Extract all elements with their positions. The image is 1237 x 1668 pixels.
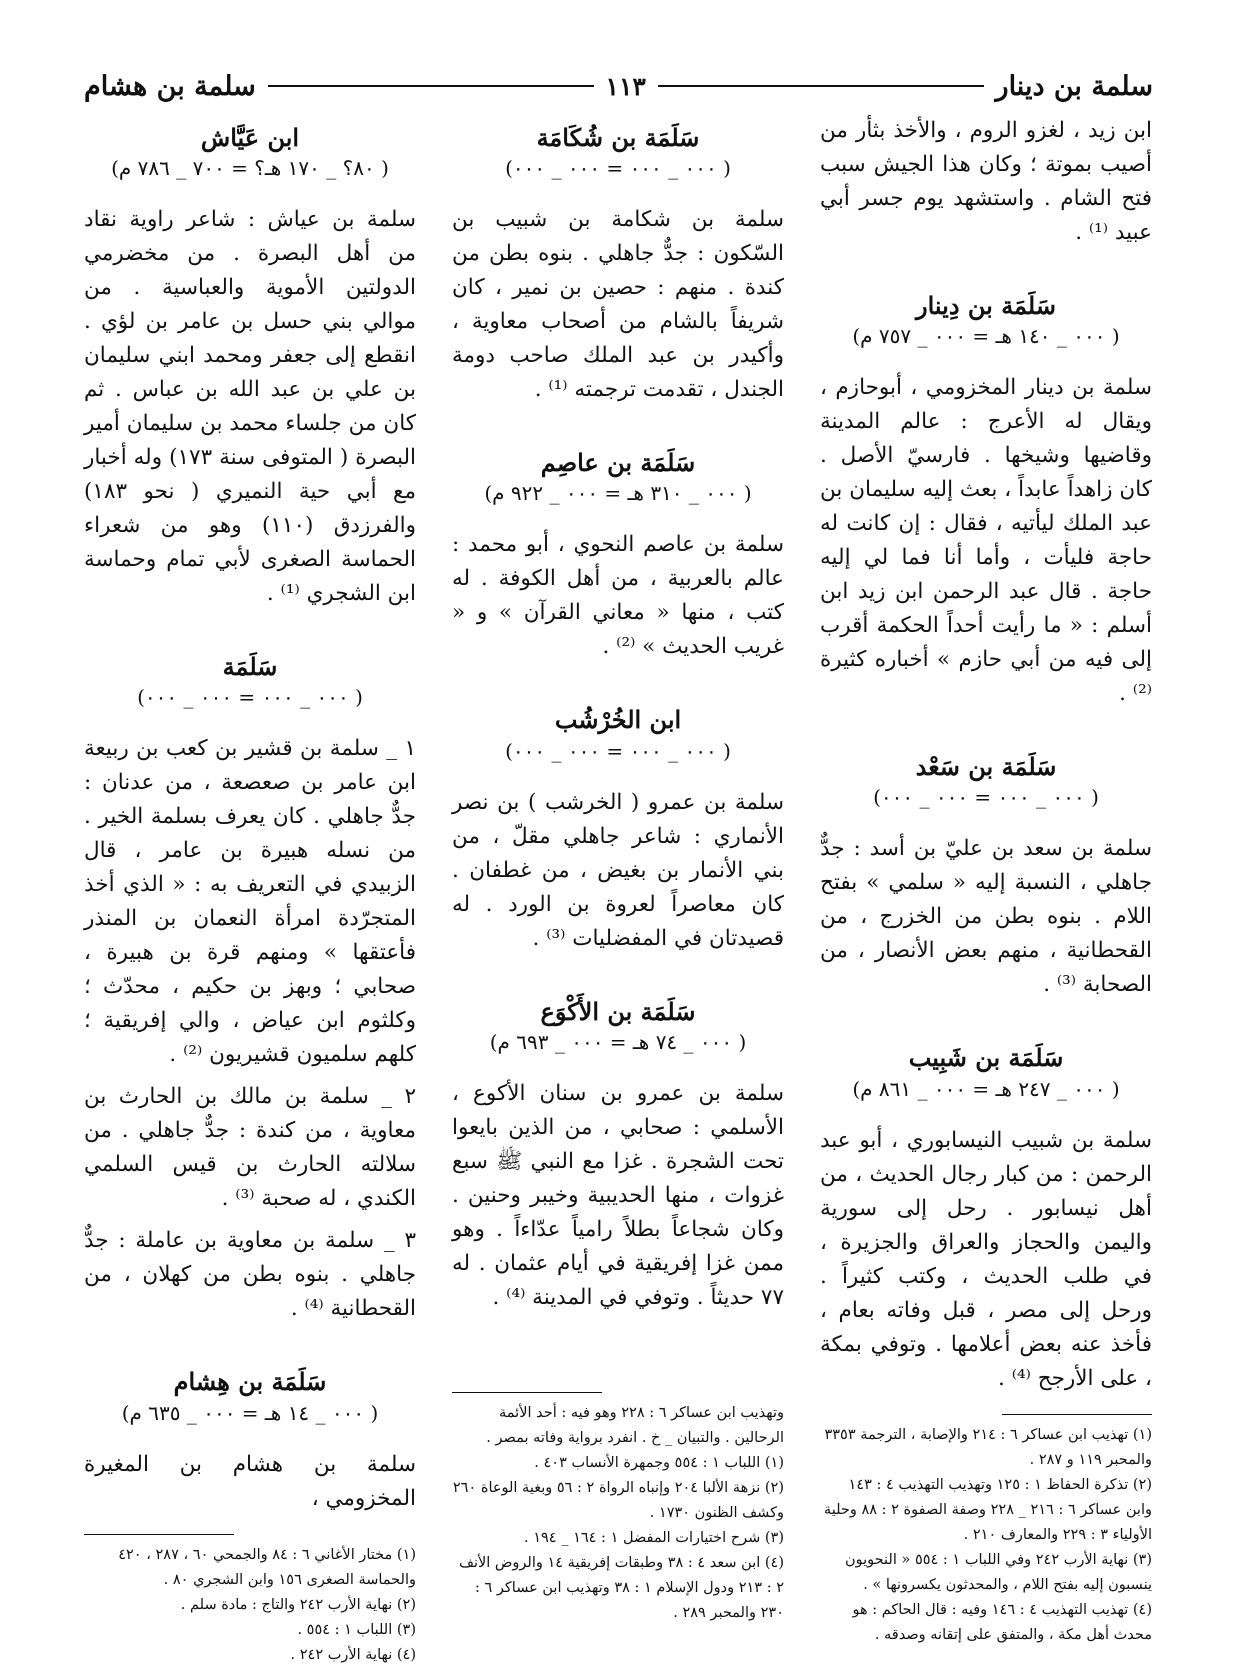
footnote-rule — [1002, 1414, 1152, 1415]
entry-dates: ( ٨٠؟ _ ١٧٠ هـ؟ = ٧٠٠ _ ٧٨٦ م) — [111, 156, 389, 181]
footnote-rule — [84, 1534, 234, 1535]
entry-text: سلمة بن شكامة بن شبيب بن السّكون : جدٌّ جاهلي . بنوه بطن من كندة . منهم : حصين بن نمير ، كان شريفاً بالشام من أصحاب معاوية ، وأكيدر بن عبد الملك صاحب دومة الجندل ، تقدمت ترجمته ⁽¹⁾ . — [452, 207, 784, 403]
footnote: (٢) تذكرة الحفاظ ١ : ١٢٥ وتهذيب التهذيب ٤ : ١٤٣ وابن عساكر ٦ : ٢١٦ _ ٢٢٨ وصفة الصفوة ٢ : ٨٨ وحلية الأولياء ٣ : ٢٢٩ والمعارف ٢١٠ . — [823, 1476, 1152, 1543]
entry-text: ١ _ سلمة بن قشير بن كعب بن ربيعة ابن عامر بن صعصعة ، من عدنان : جدٌّ جاهلي . كان يعرف بسلمة الخير . من نسله هبيرة بن عامر ، قال الزبيدي في التعريف به : « الذي أخذ المتجرّدة امرأة النعمان بن المنذر فأعتقها » ومنهم قرة بن هبيرة ، صحابي ؛ وبهز بن حكيم ، محدّث ؛ وكلثوم ابن عياض ، والي إفريقية ؛ كلهم سلميون قشيريون ⁽²⁾ . — [84, 736, 416, 1068]
footnote: (٢) نزهة الألبا ٢٠٤ وإنباه الرواة ٢ : ٥٦ وبغية الوعاة ٢٦٠ وكشف الظنون ١٧٣٠ . — [452, 1480, 784, 1521]
entry-salama-bin-dinar — [820, 290, 1152, 711]
entry-dates: ( ٠٠٠ _ ٠٠٠ = ٠٠٠ _ ٠٠٠) — [137, 685, 363, 710]
entry-text: سلمة بن سعد بن عليّ بن أسد : جدٌّ جاهلي ، النسبة إليه « سلمي » بفتح اللام . بنوه بطن من الخزرج ، من القحطانية ، منهم بعض الأنصار ، من الصحابة ⁽³⁾ . — [820, 836, 1152, 998]
footnotes — [452, 1392, 784, 1626]
column-middle — [452, 114, 784, 1626]
footnote: (٤) ابن سعد ٤ : ٣٨ وطبقات إفريقية ١٤ والروض الأنف ٢ : ٢١٣ ودول الإسلام ١ : ٣٨ وتهذيب ابن عساكر ٦ : ٢٣٠ والمحبر ٢٨٩ . — [458, 1555, 784, 1621]
entry-text: ٣ _ سلمة بن معاوية بن عاملة : جدٌّ جاهلي . بنوه بطن من كهلان ، من القحطانية ⁽⁴⁾ . — [84, 1228, 416, 1322]
entry-text: سلمة بن هشام بن المغيرة المخزومي ، — [84, 1451, 416, 1511]
entry-title: سَلَمَة بن هِشام — [173, 1367, 327, 1397]
entry-title: سَلَمَة بن عاصِم — [540, 448, 696, 478]
running-header — [84, 68, 1153, 104]
footnote: (٢) نهاية الأرب ٢٤٢ والتاج : مادة سلم . — [180, 1596, 416, 1613]
text-columns — [84, 114, 1152, 1663]
footnote: (١) مختار الأغاني ٦ : ٨٤ والجمحي ٦٠ ، ٢٨٧ ، ٤٢٠ والحماسة الصغرى ١٥٦ وابن الشجري ٨٠ . — [118, 1546, 416, 1588]
entry-text: سلمة بن عمرو ( الخرشب ) بن نصر الأنماري : شاعر جاهلي مقلّ ، من بني الأنمار بن بغيض ، من غطفان . كان معاصراً لعروة بن الورد . له قصيدتان في المفضليات ⁽³⁾ . — [452, 789, 784, 951]
running-head-left: سلمة بن هشام — [84, 70, 256, 102]
footnote-continued: وتهذيب ابن عساكر ٦ : ٢٢٨ وهو فيه : أحد الأئمة الرحالين . والتبيان _ خ . انفرد برواية وفاته بمصر . — [486, 1405, 784, 1446]
entry-dates: ( ٠٠٠ _ ١٤٠ هـ = ٠٠٠ _ ٧٥٧ م) — [852, 324, 1120, 349]
entry-title: ابن عَيَّاش — [200, 123, 300, 152]
entry-text: ٢ _ سلمة بن مالك بن الحارث بن معاوية ، من كندة : جدٌّ جاهلي . من سلالته الحارث بن قيس السلمي الكندي ، له صحبة ⁽³⁾ . — [84, 1084, 416, 1212]
entry-title: سَلَمَة بن دِينار — [916, 291, 1056, 320]
entry-salama — [84, 651, 416, 1326]
entry-salama-bin-hisham — [84, 1366, 416, 1515]
entry-salama-bin-shabib — [820, 1042, 1152, 1395]
entry-title: سَلَمَة — [222, 652, 278, 682]
footnote: (٣) شرح اختيارات المفضل ١ : ١٦٤ _ ١٩٤ . — [524, 1530, 784, 1546]
footnote-rule — [452, 1392, 602, 1393]
footnote: (٤) تهذيب التهذيب ٤ : ١٤٦ وفيه : قال الحاكم : هو محدث أهل مكة ، والمتفق على إتقانه وصدقه . — [852, 1601, 1152, 1643]
column-right — [820, 114, 1152, 1643]
column-left — [84, 114, 416, 1663]
footnote: (٤) نهاية الأرب ٢٤٢ . — [290, 1646, 416, 1663]
entry-title: ابن الخُرْشُب — [554, 705, 682, 735]
entry-text: سلمة بن دينار المخزومي ، أبوحازم ، ويقال له الأعرج : عالم المدينة وقاضيها وشيخها . فارسيّ الأصل . كان زاهداً عابداً ، بعث إليه سليمان بن عبد الملك ليأتيه ، فقال : إن كانت له حاجة فليأت ، وأما أنا فما لي إليه حاجة . قال عبد الرحمن ابن زيد ابن أسلم : « ما رأيت أحداً الحكمة أقرب إلى فيه من أبي حازم » أخباره كثيرة ⁽²⁾ . — [820, 375, 1152, 707]
footnotes — [820, 1414, 1152, 1648]
entry-text: سلمة بن شبيب النيسابوري ، أبو عبد الرحمن : من كبار رجال الحديث ، من أهل نيسابور . رحل إلى سورية واليمن والحجاز والعراق والجزيرة ، في طلب الحديث ، وكتب كثيراً . ورحل إلى مصر ، قبل وفاته بعام ، فأخذ عنه بعض أعلامها . وتوفي بمكة ، على الأرجح ⁽⁴⁾ . — [820, 1127, 1152, 1391]
entry-salama-bin-shukama — [452, 122, 784, 407]
footnote: (١) اللباب ١ : ٥٥٤ وجمهرة الأنساب ٤٠٣ . — [534, 1455, 784, 1471]
footnote: (٣) نهاية الأرب ٢٤٢ وفي اللباب ١ : ٥٥٤ « النحويون ينسبون إليه بفتح اللام ، والمحدثون يكسرونها » . — [845, 1551, 1152, 1593]
entry-title: سَلَمَة بن شُكَامَة — [536, 123, 700, 152]
page-number: ١١٣ — [605, 71, 646, 101]
entry-dates: ( ٠٠٠ _ ١٤ هـ = ٠٠٠ _ ٦٣٥ م) — [121, 1400, 379, 1425]
footnote: (١) تهذيب ابن عساكر ٦ : ٢١٤ والإصابة ، الترجمة ٣٣٥٣ والمحبر ١١٩ و ٢٨٧ . — [824, 1426, 1152, 1468]
entry-dates: ( ٠٠٠ _ ٠٠٠ = ٠٠٠ _ ٠٠٠) — [873, 785, 1099, 810]
entry-dates: ( ٠٠٠ _ ٠٠٠ = ٠٠٠ _ ٠٠٠) — [505, 738, 731, 763]
entry-title: سَلَمَة بن الأَكْوَع — [540, 996, 696, 1026]
running-head-right: سلمة بن دينار — [995, 70, 1153, 102]
continued-entry-text: ابن زيد ، لغزو الروم ، والأخذ بثأر من أصيب بموتة ؛ وكان هذا الجيش سبب فتح الشام . واستشهد يوم جسر أبي عبيد ⁽¹⁾ . — [820, 118, 1152, 245]
entry-salama-bin-saad — [820, 751, 1152, 1002]
entry-text: سلمة بن عياش : شاعر راوية نقاد من أهل البصرة . من مخضرمي الدولتين الأموية والعباسية . من موالي بني حسل بن عامر بن لؤي . انقطع إلى جعفر ومحمد ابني سليمان بن علي بن عبد الله بن عباس . ثم كان من جلساء محمد بن سليمان أمير البصرة ( المتوفى سنة ١٧٣) وله أخبار مع أبي حية النميري ( نحو ١٨٣) والفرزدق (١١٠) وهو من شعراء الحماسة الصغرى لأبي تمام وحماسة ابن الشجري ⁽¹⁾ . — [84, 207, 416, 607]
entry-title: سَلَمَة بن سَعْد — [915, 752, 1057, 782]
header-rule-left — [268, 85, 594, 87]
entry-text: سلمة بن عمرو بن سنان الأكوع ، الأسلمي : صحابي ، من الذين بايعوا تحت الشجرة . غزا مع النبي ﷺ سبع غزوات ، منها الحديبية وخيبر وحنين . وكان شجاعاً بطلاً رامياً عدّاءاً . وهو ممن غزا إفريقية في أيام عثمان . له ٧٧ حديثاً . وتوفي في المدينة ⁽⁴⁾ . — [452, 1080, 784, 1310]
entry-title: سَلَمَة بن شَبِيب — [908, 1043, 1064, 1073]
entry-dates: ( ٠٠٠ _ ٣١٠ هـ = ٠٠٠ _ ٩٢٢ م) — [484, 481, 752, 506]
header-rule-right — [658, 85, 984, 87]
footnote: (٣) اللباب ١ : ٥٥٤ . — [297, 1621, 416, 1638]
entry-salama-bin-asim — [452, 447, 784, 664]
entry-ibn-al-khurshub — [452, 704, 784, 955]
entry-ibn-ayyash — [84, 122, 416, 611]
entry-salama-bin-al-akwa — [452, 996, 784, 1315]
footnotes — [84, 1534, 416, 1668]
entry-text: سلمة بن عاصم النحوي ، أبو محمد : عالم بالعربية ، من أهل الكوفة . له كتب ، منها « معاني القرآن » و « غريب الحديث » ⁽²⁾ . — [452, 532, 784, 660]
entry-dates: ( ٠٠٠ _ ٧٤ هـ = ٠٠٠ _ ٦٩٣ م) — [489, 1029, 747, 1054]
entry-dates: ( ٠٠٠ _ ٠٠٠ = ٠٠٠ _ ٠٠٠) — [505, 156, 731, 181]
entry-dates: ( ٠٠٠ _ ٢٤٧ هـ = ٠٠٠ _ ٨٦١ م) — [852, 1076, 1120, 1101]
